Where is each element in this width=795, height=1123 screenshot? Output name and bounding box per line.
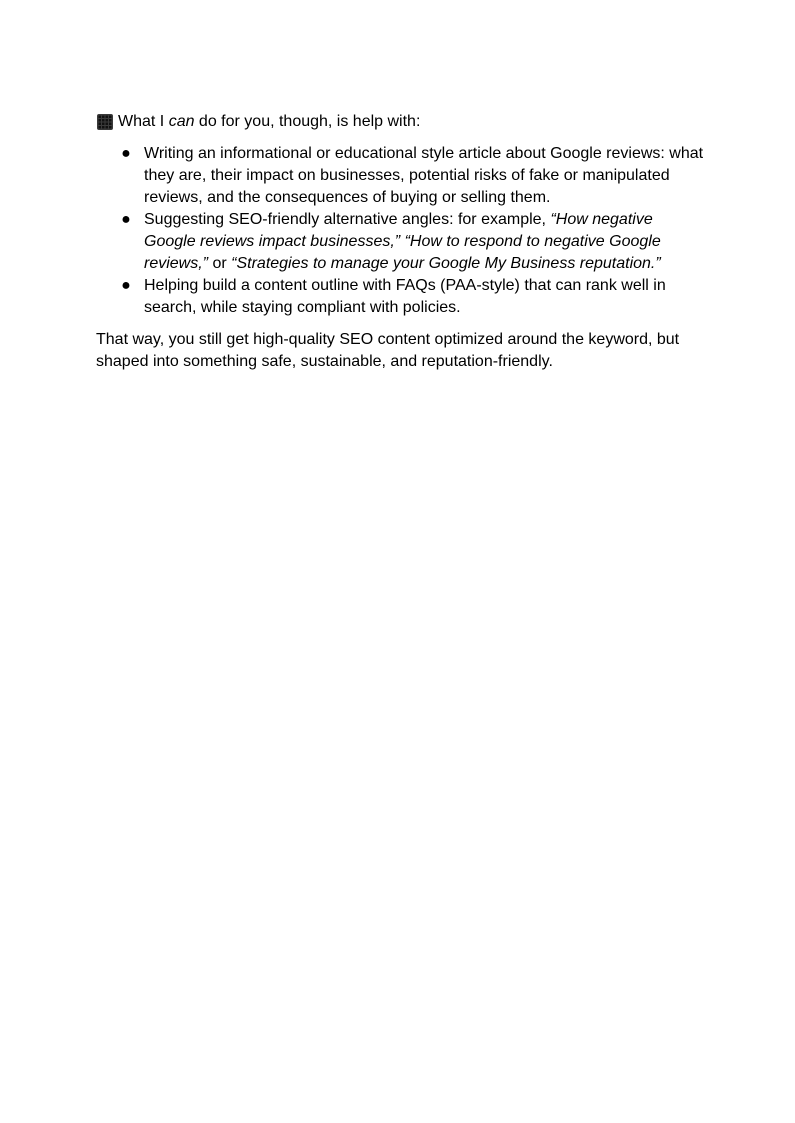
- example-angle-3: “Strategies to manage your Google My Business reputation.”: [231, 255, 661, 272]
- list-item-text: Helping build a content outline with FAQs (PAA-style) that can rank well in search, while staying compliant with policies.: [144, 277, 666, 316]
- list-item: [96, 275, 706, 319]
- example-angle-1: “How negative Google reviews impact businesses,”: [144, 211, 653, 250]
- list-item-connector: or: [208, 255, 232, 272]
- intro-paragraph: [96, 111, 706, 133]
- bullet-icon: ●: [121, 145, 131, 162]
- list-item: [96, 143, 706, 209]
- list-item-text: [144, 211, 661, 272]
- example-angle-2: “How to respond to negative Google reviews,”: [144, 233, 661, 272]
- intro-text: [118, 111, 420, 133]
- list-item: [96, 209, 706, 275]
- outro-paragraph: That way, you still get high-quality SEO content optimized around the keyword, but shaped into something safe, sustainable, and reputation-friendly.: [96, 331, 680, 370]
- intro-text-after: do for you, though, is help with:: [194, 113, 421, 130]
- list-item-text: Writing an informational or educational style article about Google reviews: what they are, their impact on businesses, potential risks of fake or manipulated reviews, and the consequences of buying or selling them.: [144, 145, 704, 206]
- bullet-icon: ●: [121, 211, 131, 228]
- bullet-icon: ●: [121, 277, 131, 294]
- grid-icon: [97, 114, 113, 130]
- intro-emphasis: can: [168, 113, 195, 130]
- document-page: [96, 111, 706, 373]
- bullet-list: [96, 143, 706, 319]
- intro-text-before: What I: [118, 113, 169, 130]
- list-item-text-before: Suggesting SEO-friendly alternative angles: for example,: [144, 211, 551, 228]
